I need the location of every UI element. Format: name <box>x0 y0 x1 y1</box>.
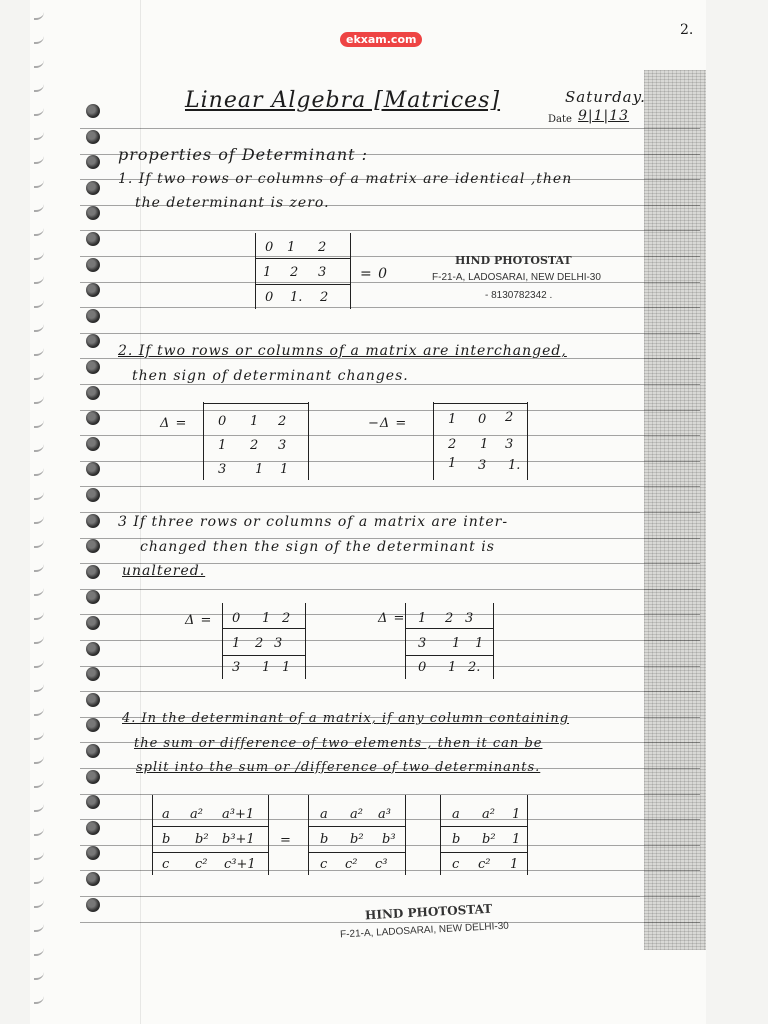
binder-hole <box>86 744 100 758</box>
property-4-line-2: the sum or difference of two elements , then it can be <box>134 736 543 751</box>
ex2-left-cell: 1 <box>280 462 289 477</box>
ex4-m3-cell: c <box>452 857 460 872</box>
ex4-m2-cell: c³ <box>375 857 388 872</box>
ex2-left-cell: 3 <box>278 438 287 453</box>
stamp-1-address: F-21-A, LADOSARAI, NEW DELHI-30 <box>432 272 601 283</box>
ex4-m3-cell: 1 <box>512 832 521 847</box>
ruled-line <box>80 256 700 257</box>
ex2-right-cell: 1 <box>480 437 489 452</box>
ex3-right-label: Δ = <box>378 611 406 626</box>
ex1-cell: 0 <box>265 240 274 255</box>
binder-hole <box>86 258 100 272</box>
ex1-cell: 2 <box>320 290 329 305</box>
binder-hole <box>86 514 100 528</box>
stamp-2-address: F-21-A, LADOSARAI, NEW DELHI-30 <box>339 920 510 941</box>
ex4-m3-cell: 1 <box>512 807 521 822</box>
ruled-line <box>80 230 700 231</box>
ex3-left-cell: 2 <box>255 636 264 651</box>
ex3-right-cell: 2 <box>445 611 454 626</box>
ex3-left-cell: 1 <box>262 611 271 626</box>
property-1-line-2: the determinant is zero. <box>135 195 330 211</box>
ex2-right-cell: 1. <box>508 458 521 473</box>
ruled-line <box>80 461 700 462</box>
ex2-left-cell: 1 <box>250 414 259 429</box>
ruled-line <box>80 333 700 334</box>
binder-hole <box>86 616 100 630</box>
ex1-cell: 2 <box>290 265 299 280</box>
binder-hole <box>86 667 100 681</box>
binder-hole <box>86 462 100 476</box>
ex4-m2-cell: a² <box>350 807 363 822</box>
ex4-m2-cell: c² <box>345 857 358 872</box>
ex4-m1-cell: a³+1 <box>222 807 255 822</box>
property-1-line-1: 1. If two rows or columns of a matrix are identical ,then <box>118 171 573 187</box>
binder-hole <box>86 386 100 400</box>
ex4-m1-cell: c³+1 <box>224 857 256 872</box>
ex3-right-cell: 3 <box>418 636 427 651</box>
stamp-2-name: HIND PHOTOSTAT <box>364 901 493 923</box>
property-4-line-3: split into the sum or /difference of two determinants. <box>136 760 541 775</box>
header-day: Saturday. <box>565 88 646 106</box>
ex2-left-cell: 0 <box>218 414 227 429</box>
ruled-line <box>80 384 700 385</box>
ex4-m1-cell: c <box>162 857 170 872</box>
binder-hole <box>86 846 100 860</box>
property-3-line-1: 3 If three rows or columns of a matrix are inter- <box>118 514 509 530</box>
ex3-right-cell: 0 <box>418 660 427 675</box>
ex1-result: = 0 <box>360 266 389 282</box>
binder-hole <box>86 104 100 118</box>
ruled-line <box>80 410 700 411</box>
ex3-left-cell: 0 <box>232 611 241 626</box>
binder-hole <box>86 232 100 246</box>
ruled-line <box>80 512 700 513</box>
ex3-left-cell: 1 <box>282 660 291 675</box>
binder-hole <box>86 360 100 374</box>
ex3-right-cell: 1 <box>475 636 484 651</box>
ruled-line <box>80 691 700 692</box>
ex2-right-cell: 2 <box>505 410 514 425</box>
stamp-1-phone: - 8130782342 . <box>485 290 553 301</box>
property-2-line-1: 2. If two rows or columns of a matrix are interchanged, <box>118 343 567 359</box>
ex3-right-cell: 3 <box>465 611 474 626</box>
ruled-line <box>80 640 700 641</box>
binder-hole <box>86 411 100 425</box>
ex3-left-cell: 3 <box>274 636 283 651</box>
ex2-right-cell: 0 <box>478 412 487 427</box>
ex2-left-cell: 2 <box>278 414 287 429</box>
ex3-right-cell: 1 <box>418 611 427 626</box>
binder-hole <box>86 181 100 195</box>
ruled-line <box>80 282 700 283</box>
ex2-right-cell: 1 <box>448 412 457 427</box>
binder-hole <box>86 872 100 886</box>
binder-hole <box>86 488 100 502</box>
property-4-line-1: 4. In the determinant of a matrix, if any column containing <box>122 711 570 726</box>
ex3-left-cell: 3 <box>232 660 241 675</box>
ex4-m3-cell: a <box>452 807 460 822</box>
ruled-line <box>80 794 700 795</box>
property-2-line-2: then sign of determinant changes. <box>132 368 409 384</box>
ex4-m1-cell: b² <box>195 832 209 847</box>
binder-hole <box>86 590 100 604</box>
ex3-left-cell: 1 <box>232 636 241 651</box>
binder-hole <box>86 770 100 784</box>
ruled-line <box>80 922 700 923</box>
ruled-line <box>80 307 700 308</box>
ex2-left-cell: 1 <box>255 462 264 477</box>
watermark: ekxam.com <box>340 32 422 47</box>
date-value: 9|1|13 <box>578 108 630 124</box>
ex4-m2-cell: c <box>320 857 328 872</box>
ex3-right-cell: 1 <box>448 660 457 675</box>
ex3-left-cell: 2 <box>282 611 291 626</box>
binder-hole <box>86 155 100 169</box>
section-title: properties of Determinant : <box>118 145 369 164</box>
ex4-m1-cell: b <box>162 832 171 847</box>
ex2-left-cell: 3 <box>218 462 227 477</box>
ruled-line <box>80 870 700 871</box>
ex2-right-cell: 3 <box>505 437 514 452</box>
ex4-m3-cell: b² <box>482 832 496 847</box>
ex1-cell: 0 <box>265 290 274 305</box>
binder-hole <box>86 565 100 579</box>
binder-hole <box>86 693 100 707</box>
ex4-m2-cell: b³ <box>382 832 396 847</box>
ruled-line <box>80 666 700 667</box>
binding-spine <box>644 70 706 950</box>
ex4-m2-cell: b² <box>350 832 364 847</box>
ex2-right-cell: 2 <box>448 437 457 452</box>
ruled-line <box>80 128 700 129</box>
ex3-left-label: Δ = <box>185 613 213 628</box>
stamp-1-name: HIND PHOTOSTAT <box>455 254 572 267</box>
binder-hole <box>86 130 100 144</box>
property-3-line-2: changed then the sign of the determinant is <box>140 539 495 555</box>
ex3-right-cell: 1 <box>452 636 461 651</box>
ex1-cell: 3 <box>318 265 327 280</box>
date-label: Date <box>548 114 572 125</box>
ex4-m2-cell: a <box>320 807 328 822</box>
ruled-line <box>80 896 700 897</box>
ex4-m2-cell: b <box>320 832 329 847</box>
ex2-right-label: −Δ = <box>368 416 408 431</box>
ex1-cell: 1 <box>287 240 296 255</box>
ex4-m1-cell: b³+1 <box>222 832 255 847</box>
ex2-right-cell: 3 <box>478 458 487 473</box>
binder-hole <box>86 539 100 553</box>
ex4-m1-cell: a² <box>190 807 203 822</box>
ex4-m3-cell: 1 <box>510 857 519 872</box>
ruled-line <box>80 589 700 590</box>
ex2-left-label: Δ = <box>160 416 188 431</box>
property-3-line-3: unaltered. <box>122 563 206 579</box>
ex4-m3-cell: b <box>452 832 461 847</box>
binder-hole <box>86 795 100 809</box>
binder-hole <box>86 283 100 297</box>
binder-hole <box>86 334 100 348</box>
ex4-m1-cell: c² <box>195 857 208 872</box>
binder-hole <box>86 437 100 451</box>
ex4-m2-cell: a³ <box>378 807 391 822</box>
ex4-m3-cell: a² <box>482 807 495 822</box>
ex1-cell: 2 <box>318 240 327 255</box>
ex4-equals: = <box>280 833 292 848</box>
page-title: Linear Algebra [Matrices] <box>185 88 501 113</box>
ex4-m3-cell: c² <box>478 857 491 872</box>
ruled-line <box>80 486 700 487</box>
binder-hole <box>86 206 100 220</box>
binder-hole <box>86 309 100 323</box>
ex3-left-cell: 1 <box>262 660 271 675</box>
ex2-right-cell: 1 <box>448 456 457 471</box>
binder-hole <box>86 821 100 835</box>
ex3-right-cell: 2. <box>468 660 481 675</box>
ex1-cell: 1 <box>263 265 272 280</box>
binder-hole <box>86 898 100 912</box>
ex4-m1-cell: a <box>162 807 170 822</box>
ex1-cell: 1. <box>290 290 303 305</box>
ex2-left-cell: 1 <box>218 438 227 453</box>
ex2-left-cell: 2 <box>250 438 259 453</box>
page-number: 2. <box>680 22 694 38</box>
binder-hole <box>86 642 100 656</box>
binder-hole <box>86 718 100 732</box>
ruled-line <box>80 435 700 436</box>
